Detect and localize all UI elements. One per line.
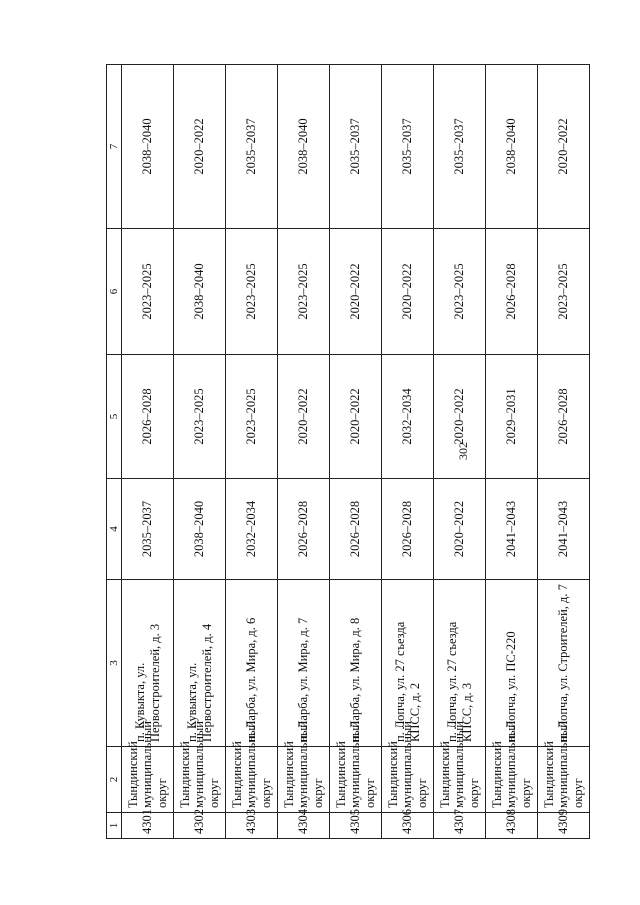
- period-col4-cell: 2041–2043: [486, 479, 538, 580]
- address-cell: п. Лопча, ул. 27 съезда КПСС, д. 3: [434, 580, 486, 747]
- row-number-cell: 4305: [330, 813, 382, 839]
- row-number-cell: 4308: [486, 813, 538, 839]
- address-cell: п. Кувыкта, ул. Первостроителей, д. 3: [122, 580, 174, 747]
- period-col5-cell: 2023–2025: [174, 355, 226, 479]
- row-number-cell: 4309: [538, 813, 590, 839]
- table-row: [174, 65, 226, 839]
- address-cell: п. Лопча, ул. Строителей, д. 7: [538, 580, 590, 747]
- period-col4-cell: 2026–2028: [330, 479, 382, 580]
- table-row: [122, 65, 174, 839]
- period-col4-cell: 2035–2037: [122, 479, 174, 580]
- period-col7-cell: 2020–2022: [174, 65, 226, 229]
- period-col7-cell: 2020–2022: [538, 65, 590, 229]
- period-col4-cell: 2020–2022: [434, 479, 486, 580]
- period-col5-cell: 2026–2028: [538, 355, 590, 479]
- period-col7-cell: 2035–2037: [330, 65, 382, 229]
- municipality-cell: Тындинский муниципальный округ: [330, 747, 382, 813]
- period-col5-cell: 2020–2022: [434, 355, 486, 479]
- period-col5-cell: 2029–2031: [486, 355, 538, 479]
- column-header-6: 6: [107, 229, 122, 355]
- period-col5-cell: 2020–2022: [278, 355, 330, 479]
- period-col7-cell: 2038–2040: [122, 65, 174, 229]
- period-col5-cell: 2020–2022: [330, 355, 382, 479]
- municipality-cell: Тындинский муниципальный округ: [122, 747, 174, 813]
- period-col6-cell: 2020–2022: [330, 229, 382, 355]
- address-cell: п. Ларба, ул. Мира, д. 6: [226, 580, 278, 747]
- municipality-cell: Тындинский муниципальный округ: [434, 747, 486, 813]
- table-row: [538, 65, 590, 839]
- page-number: 302: [456, 442, 470, 460]
- column-header-5: 5: [107, 355, 122, 479]
- table-row: [278, 65, 330, 839]
- period-col6-cell: 2023–2025: [226, 229, 278, 355]
- column-header-3: 3: [107, 580, 122, 747]
- period-col7-cell: 2038–2040: [486, 65, 538, 229]
- column-header-2: 2: [107, 747, 122, 813]
- municipality-cell: Тындинский муниципальный округ: [278, 747, 330, 813]
- address-cell: п. Ларба, ул. Мира, д. 8: [330, 580, 382, 747]
- period-col6-cell: 2026–2028: [486, 229, 538, 355]
- period-col5-cell: 2023–2025: [226, 355, 278, 479]
- row-number-cell: 4306: [382, 813, 434, 839]
- municipality-cell: Тындинский муниципальный округ: [382, 747, 434, 813]
- table-body: [122, 65, 590, 839]
- schedule-table: [106, 64, 590, 839]
- table-row: [434, 65, 486, 839]
- municipality-cell: Тындинский муниципальный округ: [538, 747, 590, 813]
- period-col7-cell: 2035–2037: [226, 65, 278, 229]
- table-row: [330, 65, 382, 839]
- column-header-4: 4: [107, 479, 122, 580]
- period-col6-cell: 2023–2025: [538, 229, 590, 355]
- column-number-row: [107, 65, 122, 839]
- column-header-1: 1: [107, 813, 122, 839]
- period-col7-cell: 2035–2037: [382, 65, 434, 229]
- period-col4-cell: 2038–2040: [174, 479, 226, 580]
- row-number-cell: 4303: [226, 813, 278, 839]
- period-col4-cell: 2032–2034: [226, 479, 278, 580]
- period-col6-cell: 2038–2040: [174, 229, 226, 355]
- table-container: [106, 65, 590, 839]
- table-row: [382, 65, 434, 839]
- municipality-cell: Тындинский муниципальный округ: [226, 747, 278, 813]
- period-col6-cell: 2023–2025: [278, 229, 330, 355]
- period-col4-cell: 2041–2043: [538, 479, 590, 580]
- period-col4-cell: 2026–2028: [278, 479, 330, 580]
- period-col5-cell: 2026–2028: [122, 355, 174, 479]
- row-number-cell: 4304: [278, 813, 330, 839]
- rotated-table-frame: [106, 65, 590, 839]
- column-header-7: 7: [107, 65, 122, 229]
- address-cell: п. Кувыкта, ул. Первостроителей, д. 4: [174, 580, 226, 747]
- period-col6-cell: 2023–2025: [122, 229, 174, 355]
- row-number-cell: 4307: [434, 813, 486, 839]
- period-col7-cell: 2038–2040: [278, 65, 330, 229]
- period-col4-cell: 2026–2028: [382, 479, 434, 580]
- period-col6-cell: 2023–2025: [434, 229, 486, 355]
- municipality-cell: Тындинский муниципальный округ: [174, 747, 226, 813]
- period-col7-cell: 2035–2037: [434, 65, 486, 229]
- address-cell: п. Ларба, ул. Мира, д. 7: [278, 580, 330, 747]
- row-number-cell: 4301: [122, 813, 174, 839]
- period-col6-cell: 2020–2022: [382, 229, 434, 355]
- table-row: [486, 65, 538, 839]
- row-number-cell: 4302: [174, 813, 226, 839]
- period-col5-cell: 2032–2034: [382, 355, 434, 479]
- address-cell: п. Лопча, ул. 27 съезда КПСС, д. 2: [382, 580, 434, 747]
- municipality-cell: Тындинский муниципальный округ: [486, 747, 538, 813]
- address-cell: п. Лопча, ул. ПС-220: [486, 580, 538, 747]
- table-row: [226, 65, 278, 839]
